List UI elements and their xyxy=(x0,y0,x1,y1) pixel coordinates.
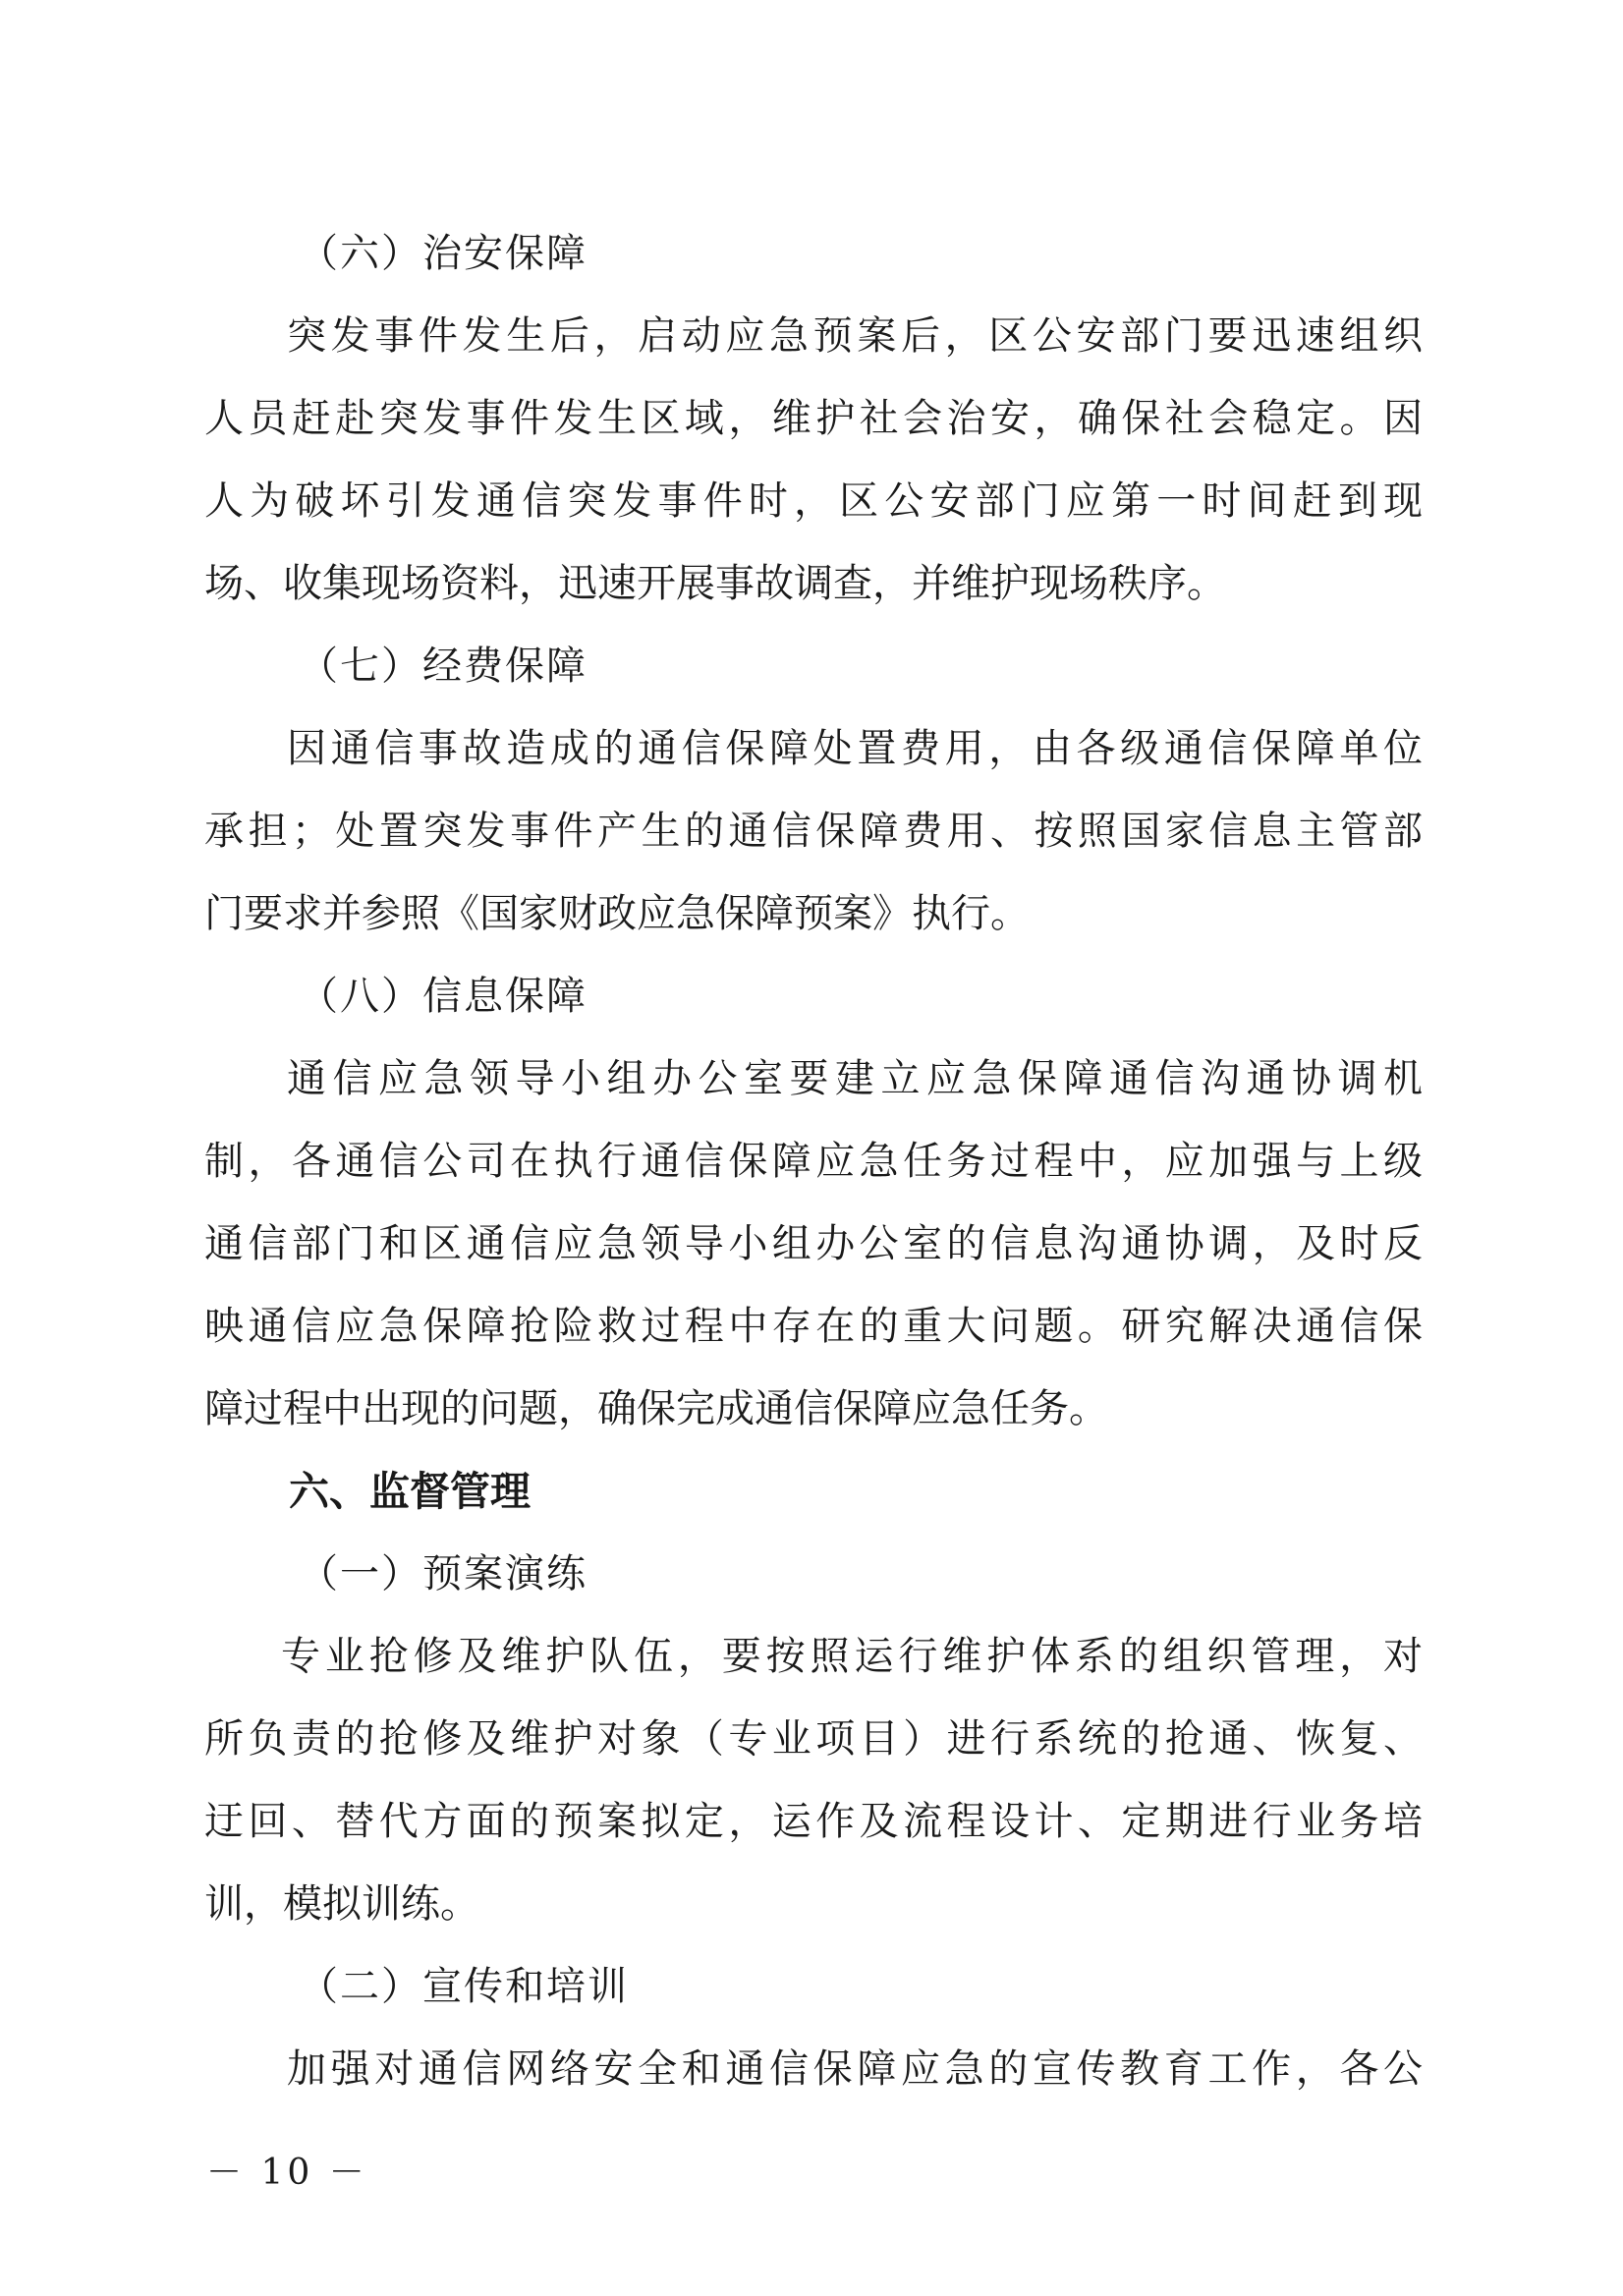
paragraph-line: 场、收集现场资料，迅速开展事故调查，并维护现场秩序。 xyxy=(204,561,1226,606)
document-body xyxy=(204,212,1423,2110)
paragraph-line: 通信应急领导小组办公室要建立应急保障通信沟通协调机 xyxy=(287,1056,1423,1101)
paragraph-line: 加强对通信网络安全和通信保障应急的宣传教育工作，各公 xyxy=(287,2046,1423,2092)
paragraph-line: 人员赶赴突发事件发生区域，维护社会治安，确保社会稳定。因 xyxy=(204,396,1423,441)
paragraph-line: 映通信应急保障抢险救过程中存在的重大问题。研究解决通信保 xyxy=(204,1304,1423,1349)
section-heading: （八）信息保障 xyxy=(299,974,588,1019)
paragraph-line: 人为破坏引发通信突发事件时，区公安部门应第一时间赶到现 xyxy=(204,478,1423,524)
paragraph-line: 因通信事故造成的通信保障处置费用，由各级通信保障单位 xyxy=(287,726,1423,771)
paragraph-line: 迂回、替代方面的预案拟定，运作及流程设计、定期进行业务培 xyxy=(204,1799,1423,1844)
section-heading: （二）宣传和培训 xyxy=(299,1964,629,2009)
paragraph-line: 承担；处置突发事件产生的通信保障费用、按照国家信息主管部 xyxy=(204,809,1423,854)
section-heading: （六）治安保障 xyxy=(299,231,588,276)
section-heading: （七）经费保障 xyxy=(299,644,588,689)
paragraph-line: 所负责的抢修及维护对象（专业项目）进行系统的抢通、恢复、 xyxy=(204,1716,1423,1762)
paragraph-line: 突发事件发生后，启动应急预案后，区公安部门要迅速组织 xyxy=(287,313,1423,359)
paragraph-line: 障过程中出现的问题，确保完成通信保障应急任务。 xyxy=(204,1386,1108,1431)
paragraph-line: 制，各通信公司在执行通信保障应急任务过程中，应加强与上级 xyxy=(204,1139,1423,1184)
page-number: － 10 － xyxy=(206,2153,368,2193)
paragraph-line: 训，模拟训练。 xyxy=(204,1881,479,1927)
paragraph-line: 专业抢修及维护队伍，要按照运行维护体系的组织管理，对 xyxy=(281,1634,1423,1679)
chapter-heading: 六、监督管理 xyxy=(289,1468,531,1515)
section-heading: （一）预案演练 xyxy=(299,1551,588,1596)
paragraph-line: 通信部门和区通信应急领导小组办公室的信息沟通协调，及时反 xyxy=(204,1221,1423,1266)
paragraph-line: 门要求并参照《国家财政应急保障预案》执行。 xyxy=(204,891,1030,936)
